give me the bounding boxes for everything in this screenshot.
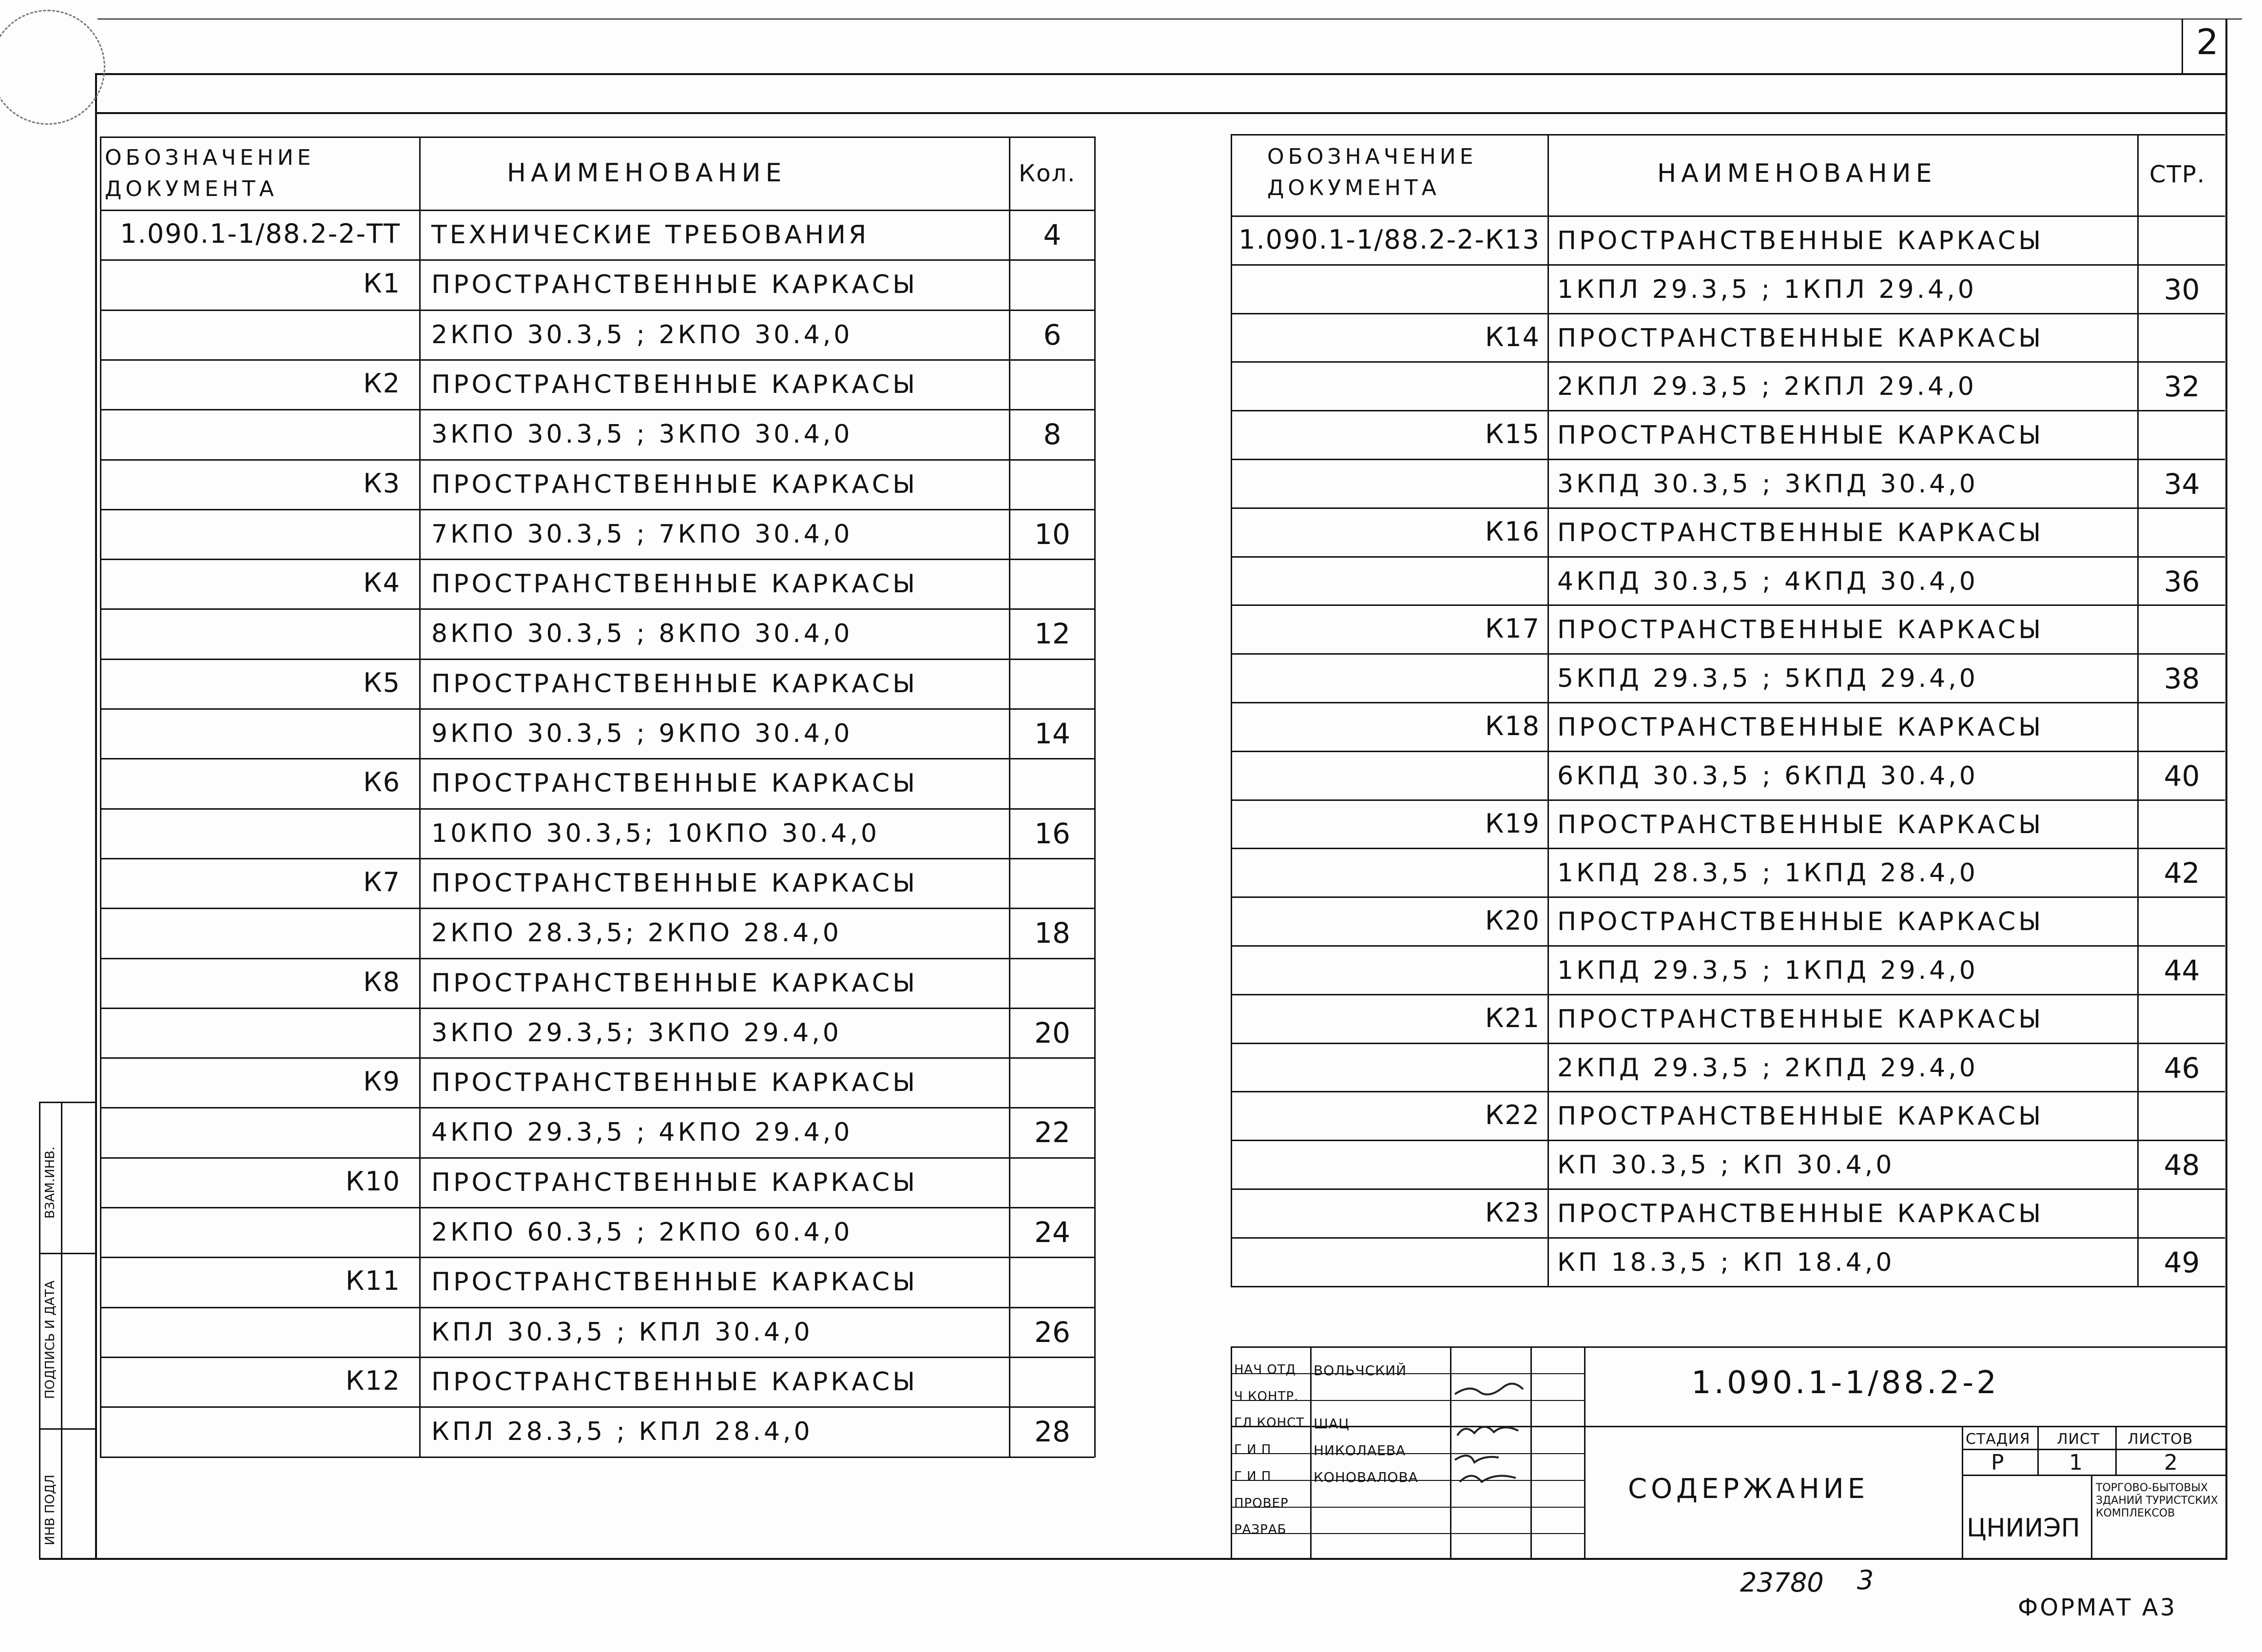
title-block-role: РАЗРАБ (1234, 1522, 1287, 1537)
row-name: ПРОСТРАНСТВЕННЫЕ КАРКАСЫ (431, 1367, 918, 1397)
row-name: ПРОСТРАНСТВЕННЫЕ КАРКАСЫ (1557, 518, 2044, 547)
row-separator (1231, 1091, 2225, 1092)
row-name: ПРОСТРАНСТВЕННЫЕ КАРКАСЫ (431, 968, 918, 998)
row-name: ПРОСТРАНСТВЕННЫЕ КАРКАСЫ (1557, 1199, 2044, 1228)
row-page: 32 (2164, 370, 2200, 404)
row-designation: К20 (1485, 905, 1540, 936)
sheet-value: 1 (2069, 1450, 2083, 1475)
right-header-page: СТР. (2149, 161, 2206, 188)
row-separator (100, 1406, 1094, 1408)
row-separator (100, 808, 1094, 810)
row-name: 10КПО 30.3,5; 10КПО 30.4,0 (431, 818, 880, 848)
row-designation: К12 (345, 1365, 401, 1396)
row-page: 38 (2164, 662, 2200, 696)
row-name: 2КПД 29.3,5 ; 2КПД 29.4,0 (1557, 1053, 1978, 1083)
title-block-person: НИКОЛАЕВА (1314, 1442, 1406, 1458)
row-separator (100, 1307, 1094, 1308)
row-name: ПРОСТРАНСТВЕННЫЕ КАРКАСЫ (1557, 421, 2044, 450)
row-separator (100, 359, 1094, 361)
row-page: 49 (2164, 1245, 2200, 1279)
row-name: 7КПО 30.3,5 ; 7КПО 30.4,0 (431, 519, 853, 549)
row-separator (1231, 799, 2225, 801)
row-qty: 24 (1034, 1216, 1070, 1249)
title-block-role: ГЛ КОНСТ (1234, 1416, 1305, 1430)
row-separator (1231, 994, 2225, 995)
row-qty: 28 (1034, 1415, 1070, 1449)
row-name: ПРОСТРАНСТВЕННЫЕ КАРКАСЫ (1557, 810, 2044, 839)
row-separator (100, 908, 1094, 909)
row-name: 4КПО 29.3,5 ; 4КПО 29.4,0 (431, 1118, 853, 1147)
row-designation: К19 (1485, 808, 1540, 839)
row-qty: 14 (1034, 717, 1070, 750)
row-separator (100, 608, 1094, 610)
row-designation: К16 (1485, 516, 1540, 547)
row-name: КПЛ 28.3,5 ; КПЛ 28.4,0 (431, 1417, 813, 1447)
copy-number: 3 (1857, 1565, 1874, 1595)
row-designation: К17 (1485, 613, 1540, 644)
sheet-number-box-left (2182, 19, 2183, 74)
row-separator (1231, 313, 2225, 314)
row-designation: К9 (363, 1066, 401, 1097)
row-name: 5КПД 29.3,5 ; 5КПД 29.4,0 (1557, 664, 1978, 694)
row-designation: К23 (1485, 1197, 1540, 1228)
row-name: 8КПО 30.3,5 ; 8КПО 30.4,0 (431, 619, 853, 649)
title-block-person: КОНОВАЛОВА (1314, 1469, 1418, 1485)
row-name: 1КПД 28.3,5 ; 1КПД 28.4,0 (1557, 858, 1978, 888)
sheets-value: 2 (2164, 1450, 2178, 1475)
row-separator (1231, 848, 2225, 849)
row-separator (1231, 702, 2225, 703)
row-separator (1231, 896, 2225, 898)
row-separator (1231, 1140, 2225, 1141)
row-separator (100, 509, 1094, 510)
row-designation: К21 (1485, 1002, 1540, 1033)
row-qty: 6 (1043, 318, 1062, 351)
row-designation: К7 (363, 866, 401, 897)
row-qty: 16 (1034, 816, 1070, 850)
format-label: ФОРМАТ А3 (2018, 1594, 2177, 1621)
row-separator (1231, 264, 2225, 266)
row-separator (100, 1057, 1094, 1059)
row-name: ТЕХНИЧЕСКИЕ ТРЕБОВАНИЯ (431, 220, 870, 250)
row-designation: 1.090.1-1/88.2-2-ТТ (120, 218, 401, 249)
row-designation: К6 (363, 767, 401, 798)
row-separator (100, 758, 1094, 759)
row-separator (100, 310, 1094, 311)
title-block-person: ШАЦ (1314, 1416, 1350, 1432)
row-name: ПРОСТРАНСТВЕННЫЕ КАРКАСЫ (431, 1267, 918, 1297)
row-qty: 26 (1034, 1315, 1070, 1349)
signature-marks (1450, 1365, 1530, 1511)
title-block-role: Ч КОНТР. (1234, 1389, 1299, 1404)
row-name: КП 18.3,5 ; КП 18.4,0 (1557, 1247, 1895, 1277)
row-designation: 1.090.1-1/88.2-2-К13 (1238, 224, 1540, 255)
row-name: ПРОСТРАНСТВЕННЫЕ КАРКАСЫ (431, 569, 918, 599)
row-name: 3КПД 30.3,5 ; 3КПД 30.4,0 (1557, 469, 1978, 499)
row-page: 34 (2164, 467, 2200, 501)
row-designation: К10 (345, 1166, 401, 1197)
title-block-title: СОДЕРЖАНИЕ (1628, 1473, 1869, 1505)
row-name: ПРОСТРАНСТВЕННЫЕ КАРКАСЫ (431, 769, 918, 798)
row-separator (100, 259, 1094, 261)
row-separator (100, 708, 1094, 710)
archive-number: 23780 (1740, 1567, 1824, 1598)
organization: ЦНИИЭП (1967, 1514, 2080, 1543)
row-separator (100, 1107, 1094, 1108)
frame-bottom (39, 1558, 2227, 1560)
row-separator (100, 559, 1094, 560)
row-page: 48 (2164, 1148, 2200, 1182)
row-designation: К1 (363, 268, 401, 299)
approval-stamp (0, 10, 105, 125)
row-qty: 18 (1034, 916, 1070, 950)
left-header-designation: ОБОЗНАЧЕНИЕ ДОКУМЕНТА (105, 145, 315, 201)
row-page: 46 (2164, 1051, 2200, 1085)
row-name: 6КПД 30.3,5 ; 6КПД 30.4,0 (1557, 761, 1978, 791)
row-name: 1КПЛ 29.3,5 ; 1КПЛ 29.4,0 (1557, 274, 1977, 304)
frame-left (95, 73, 97, 1560)
row-separator (1231, 604, 2225, 606)
row-separator (100, 1207, 1094, 1208)
title-block-role: НАЧ ОТД (1234, 1362, 1296, 1377)
row-designation: К14 (1485, 321, 1540, 352)
row-name: ПРОСТРАНСТВЕННЫЕ КАРКАСЫ (1557, 615, 2044, 645)
row-name: ПРОСТРАНСТВЕННЫЕ КАРКАСЫ (1557, 226, 2044, 255)
row-qty: 20 (1034, 1016, 1070, 1050)
row-page: 44 (2164, 954, 2200, 987)
row-separator (100, 858, 1094, 859)
row-separator (1231, 945, 2225, 947)
side-stamp-orig-inv: ИНВ ПОДЛ (43, 1475, 58, 1545)
row-separator (1231, 459, 2225, 460)
title-block-role: Г И П (1234, 1442, 1272, 1457)
right-header-designation: ОБОЗНАЧЕНИЕ ДОКУМЕНТА (1267, 144, 1477, 200)
row-page: 40 (2164, 759, 2200, 793)
row-separator (100, 958, 1094, 959)
row-name: ПРОСТРАНСТВЕННЫЕ КАРКАСЫ (1557, 323, 2044, 353)
row-separator (100, 659, 1094, 660)
row-separator (1231, 751, 2225, 752)
row-name: 2КПО 60.3,5 ; 2КПО 60.4,0 (431, 1218, 853, 1247)
left-header-qty: Кол. (1019, 160, 1076, 187)
side-stamp-replaced-inv: ВЗАМ.ИНВ. (43, 1146, 58, 1219)
row-name: 4КПД 30.3,5 ; 4КПД 30.4,0 (1557, 566, 1978, 596)
right-header-name: НАИМЕНОВАНИЕ (1657, 159, 1937, 188)
row-qty: 10 (1034, 517, 1070, 551)
frame-top (95, 73, 2227, 75)
row-separator (1231, 556, 2225, 558)
row-designation: К2 (363, 368, 401, 399)
row-name: ПРОСТРАНСТВЕННЫЕ КАРКАСЫ (431, 669, 918, 699)
row-name: ПРОСТРАНСТВЕННЫЕ КАРКАСЫ (1557, 907, 2044, 937)
row-page: 42 (2164, 856, 2200, 890)
title-block-row-line (1231, 1453, 1584, 1454)
sheets-label: ЛИСТОВ (2127, 1431, 2193, 1448)
row-qty: 12 (1034, 617, 1070, 651)
row-name: 9КПО 30.3,5 ; 9КПО 30.4,0 (431, 719, 853, 748)
row-designation: К5 (363, 667, 401, 698)
row-designation: К18 (1485, 711, 1540, 741)
row-name: 3КПО 29.3,5; 3КПО 29.4,0 (431, 1018, 842, 1048)
row-separator (1231, 653, 2225, 655)
row-separator (1231, 410, 2225, 411)
row-separator (100, 1257, 1094, 1258)
row-page: 36 (2164, 564, 2200, 598)
sheet-number: 2 (2196, 21, 2219, 62)
row-name: ПРОСТРАНСТВЕННЫЕ КАРКАСЫ (1557, 713, 2044, 742)
row-name: 2КПО 28.3,5; 2КПО 28.4,0 (431, 918, 842, 948)
frame-inner-top (95, 112, 2227, 114)
row-separator (1231, 1043, 2225, 1044)
title-block-person: ВОЛЬЧСКИЙ (1314, 1362, 1407, 1379)
row-name: 2КПО 30.3,5 ; 2КПО 30.4,0 (431, 320, 853, 350)
title-block-role: Г И П (1234, 1469, 1272, 1484)
row-designation: К3 (363, 467, 401, 499)
row-name: ПРОСТРАНСТВЕННЫЕ КАРКАСЫ (431, 1068, 918, 1098)
row-separator (100, 459, 1094, 461)
left-header-name: НАИМЕНОВАНИЕ (507, 158, 787, 188)
frame-right (2225, 19, 2227, 1560)
stage-label: СТАДИЯ (1966, 1431, 2030, 1448)
title-block-role: ПРОВЕР (1234, 1496, 1289, 1511)
row-name: ПРОСТРАНСТВЕННЫЕ КАРКАСЫ (431, 868, 918, 898)
row-qty: 4 (1043, 218, 1062, 252)
row-designation: К15 (1485, 419, 1540, 450)
row-separator (100, 1157, 1094, 1159)
row-name: ПРОСТРАНСТВЕННЫЕ КАРКАСЫ (1557, 1004, 2044, 1034)
row-separator (100, 1357, 1094, 1358)
row-designation: К4 (363, 567, 401, 599)
row-separator (1231, 507, 2225, 509)
row-separator (1231, 1237, 2225, 1239)
title-block-code: 1.090.1-1/88.2-2 (1691, 1365, 1999, 1401)
row-separator (100, 409, 1094, 410)
row-qty: 8 (1043, 418, 1062, 451)
organization-description: ТОРГОВО-БЫТОВЫХ ЗДАНИЙ ТУРИСТСКИХ КОМПЛЕКСОВ (2096, 1482, 2218, 1519)
row-name: 2КПЛ 29.3,5 ; 2КПЛ 29.4,0 (1557, 372, 1977, 402)
row-name: КП 30.3,5 ; КП 30.4,0 (1557, 1150, 1895, 1180)
sheet-label: ЛИСТ (2057, 1431, 2100, 1448)
row-designation: К22 (1485, 1100, 1540, 1131)
row-page: 30 (2164, 272, 2200, 306)
row-name: 1КПД 29.3,5 ; 1КПД 29.4,0 (1557, 956, 1978, 985)
row-separator (100, 1008, 1094, 1009)
row-name: ПРОСТРАНСТВЕННЫЕ КАРКАСЫ (1557, 1102, 2044, 1131)
side-stamp-signature-date: ПОДПИСЬ И ДАТА (43, 1280, 58, 1399)
row-name: 3КПО 30.3,5 ; 3КПО 30.4,0 (431, 420, 853, 449)
row-name: ПРОСТРАНСТВЕННЫЕ КАРКАСЫ (431, 270, 918, 300)
row-name: КПЛ 30.3,5 ; КПЛ 30.4,0 (431, 1317, 813, 1347)
row-designation: К8 (363, 966, 401, 997)
row-separator (1231, 1188, 2225, 1190)
row-separator (1231, 361, 2225, 363)
row-name: ПРОСТРАНСТВЕННЫЕ КАРКАСЫ (431, 369, 918, 399)
row-designation: К11 (345, 1265, 401, 1297)
stage-value: Р (1991, 1450, 2004, 1475)
row-qty: 22 (1034, 1116, 1070, 1149)
row-name: ПРОСТРАНСТВЕННЫЕ КАРКАСЫ (431, 1167, 918, 1197)
row-name: ПРОСТРАНСТВЕННЫЕ КАРКАСЫ (431, 469, 918, 499)
